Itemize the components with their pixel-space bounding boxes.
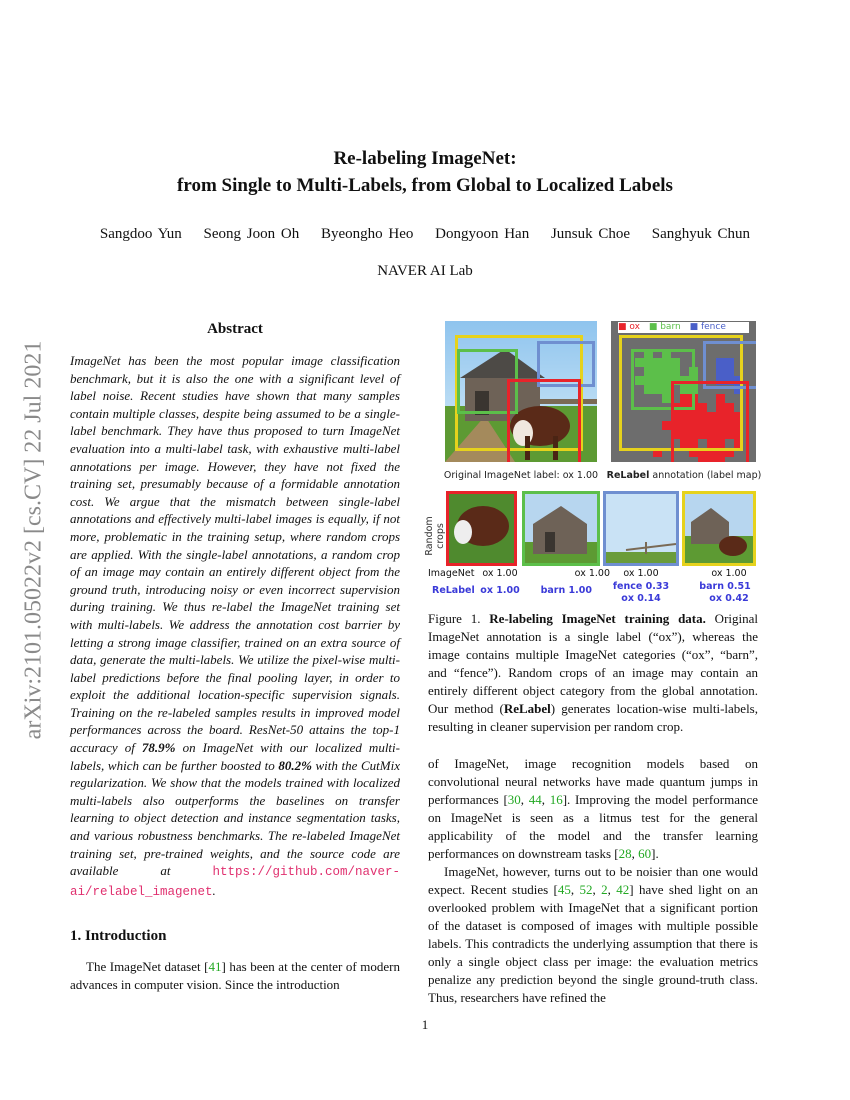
abstract-body [70, 352, 400, 901]
author: Junsuk Choe [550, 226, 631, 242]
box-ox-red [507, 379, 581, 462]
legend-ox-marker: ■ [618, 322, 627, 332]
citation-link[interactable]: 44 [528, 792, 542, 807]
citation-link[interactable]: 52 [579, 882, 593, 897]
caption-relabel-rest: annotation (label map) [649, 470, 762, 481]
citation-link[interactable]: 41 [208, 959, 222, 974]
caption-relabel [604, 470, 764, 481]
legend-ox: ox [629, 322, 640, 332]
author: Sangdoo Yun [99, 226, 182, 242]
crop-4-imagenet-label: ox 1.00 [711, 568, 747, 579]
author: Dongyoon Han [435, 226, 530, 242]
abstract-text: . [212, 882, 216, 898]
body-text: of ImageNet, image recognition models based on convolutional neural networks have made quantum jumps in performances [ [428, 756, 758, 807]
abstract-bold: 80.2% [278, 757, 312, 773]
affiliation: NAVER AI Lab [377, 263, 473, 279]
crop-2 [522, 491, 600, 566]
caption-text: Original ImageNet annotation is a single label (“ox”), whereas the image contains multiple ImageNet categories (“ox”, “barn”, and “fence”). Random crops of an image may contain an entirely different object category from the global annotation. Our method ( [428, 611, 759, 716]
row-head-relabel: ReLabel [432, 585, 475, 596]
caption-original: Original ImageNet label: ox 1.00 [443, 470, 599, 481]
body-text: The ImageNet dataset [ [86, 959, 209, 974]
citation-link[interactable]: 30 [507, 792, 521, 807]
box-ox-red [671, 381, 749, 462]
caption-bold: ReLabel [503, 701, 551, 716]
arxiv-side-stamp [14, 300, 54, 780]
body-text: ] have shed light on an overlooked problem with ImageNet that a significant portion of the dataset is composed of images with multiple possible labels. This contradicts the underlying assumption that there is only a single object class per image: the evaluation metrics penalize any prediction beyond the single ground-truth class. Thus, researchers have refined the [428, 882, 759, 1005]
abstract-text: on ImageNet with our localized multi-labels, which can be further boosted to [70, 740, 400, 773]
caption-relabel-bold: ReLabel [606, 470, 650, 481]
citation-link[interactable]: 60 [638, 846, 652, 861]
citation-link[interactable]: 42 [616, 882, 630, 897]
row-head-imagenet: ImageNet [428, 568, 475, 579]
right-paragraph-2: ImageNet, however, turns out to be noisier than one would expect. Recent studies [45, 52, 2, 42] have shed light on an overlooked problem with ImageNet that a significant portion of the dataset is composed of images with multiple possible labels. This contradicts the underlying assumption that there is only a single object class per image: the evaluation metrics penalize any prediction beyond the single ground-truth class. Thus, researchers have refined the [428, 864, 759, 1005]
crop-4-relabel-2: ox 0.42 [709, 593, 749, 604]
citation-link[interactable]: 45 [557, 882, 571, 897]
crop-2-relabel-1: barn 1.00 [540, 585, 592, 596]
body-text: ]. Improving the model performance on ImageNet is seen as a litmus test for the general applicability of the model and the transfer learning performances on downstream tasks [ [428, 792, 759, 861]
crop-full-illustration [685, 494, 753, 563]
legend-fence-marker: ■ [689, 322, 699, 332]
legend-barn: barn [660, 322, 681, 332]
caption-text: ) generates location-wise multi-labels, resulting in cleaner supervision per random crop. [428, 701, 758, 734]
arxiv-id: arXiv:2101.05022v2 [cs.CV] 22 Jul 2021 [20, 340, 47, 740]
crop-3-imagenet-label: ox 1.00 [623, 568, 659, 579]
section-heading-introduction: 1. Introduction [70, 928, 167, 944]
legend-fence: fence [700, 322, 726, 332]
intro-paragraph [70, 958, 400, 994]
body-text: ImageNet, however, turns out to be noisier than one would expect. Recent studies [ [428, 864, 758, 897]
crop-fence-illustration [606, 494, 676, 563]
abstract-heading: Abstract [207, 321, 263, 337]
label-map [611, 321, 756, 462]
author: Sanghyuk Chun [651, 226, 751, 242]
title-line-1: Re-labeling ImageNet: [333, 148, 517, 169]
crop-3-relabel-2: ox 0.14 [621, 593, 661, 604]
crop-1-imagenet-label: ox 1.00 [482, 568, 518, 579]
crop-ox-illustration [449, 494, 514, 563]
original-image [445, 321, 597, 462]
crop-2-imagenet-label: ox 1.00 [574, 568, 610, 579]
figure-caption [428, 610, 758, 736]
author: Seong Joon Oh [203, 226, 300, 242]
crop-4-relabel-1: barn 0.51 [699, 581, 751, 592]
crop-4 [682, 491, 756, 566]
abstract-bold: 78.9% [141, 740, 176, 756]
page-number: 1 [421, 1017, 429, 1032]
random-crops-label: Random crops [424, 516, 446, 556]
author: Byeongho Heo [320, 226, 414, 242]
code-url-link[interactable]: https://github.com/naver-ai/relabel_imagenet [70, 865, 400, 899]
citation-link[interactable]: 16 [549, 792, 563, 807]
crop-1 [446, 491, 517, 566]
label-map-legend [618, 322, 749, 333]
legend-barn-marker: ■ [648, 322, 658, 332]
body-text: ] has been at the center of modern advances in computer vision. Since the introduction [70, 959, 400, 992]
crop-3-relabel-1: fence 0.33 [612, 581, 670, 592]
title-line-2: from Single to Multi-Labels, from Global to Localized Labels [177, 175, 673, 196]
body-text: ]. [651, 846, 659, 861]
citation-link[interactable]: 28 [618, 846, 632, 861]
author-list [0, 226, 850, 243]
abstract-text: with the CutMix regularization. We show that the models trained with localized multi-labels also outperforms the baselines on transfer learning to object detection and instance segmentation tasks, and various robustness benchmarks. The re-labeled ImageNet training set, pre-trained weights, and the source code are available at [70, 757, 400, 879]
caption-label: Figure 1. [428, 611, 481, 626]
caption-bold: Re-labeling ImageNet training data. [489, 611, 706, 626]
crop-1-relabel-1: ox 1.00 [480, 585, 520, 596]
crop-barn-illustration [525, 494, 597, 563]
abstract-text: ImageNet has been the most popular image classification benchmark, but it is also the one with a significant level of label noise. Recent studies have shown that many samples contain multiple classes, despite being assumed to be a single-label benchmark. They have thus proposed to turn ImageNet evaluation into a multi-label task, with exhaustive multi-label annotations per image. However, they have not fixed the training set, presumably because of a formidable annotation cost. We argue that the mismatch between single-label annotations and effectively multi-label images is equally, if not more, problematic in the training setup, where random crops are applied. With the single-label annotations, a random crop of an image may contain an entirely different object from the ground truth, introducing noisy or even incorrect supervision during training. We thus re-label the ImageNet training set with multi-labels. We address the annotation cost barrier by letting a strong image classifier, trained on an extra source of data, generate the multi-labels. We utilize the pixel-wise multi-label predictions before the final pooling layer, in order to exploit the additional location-specific supervision signals. Training on the re-labeled samples results in improved model performances across the board. ResNet-50 attains the top-1 accuracy of [70, 353, 400, 756]
paper-title [0, 145, 850, 199]
citation-link[interactable]: 2 [601, 882, 608, 897]
crop-3 [603, 491, 679, 566]
right-paragraph-1: of ImageNet, image recognition models based on convolutional neural networks have made quantum jumps in performances [30, 44, 16]. Improving the model performance on ImageNet is seen as a litmus test for the general applicability of the model and the transfer learning performances on downstream tasks [28, 60]. [428, 756, 759, 861]
